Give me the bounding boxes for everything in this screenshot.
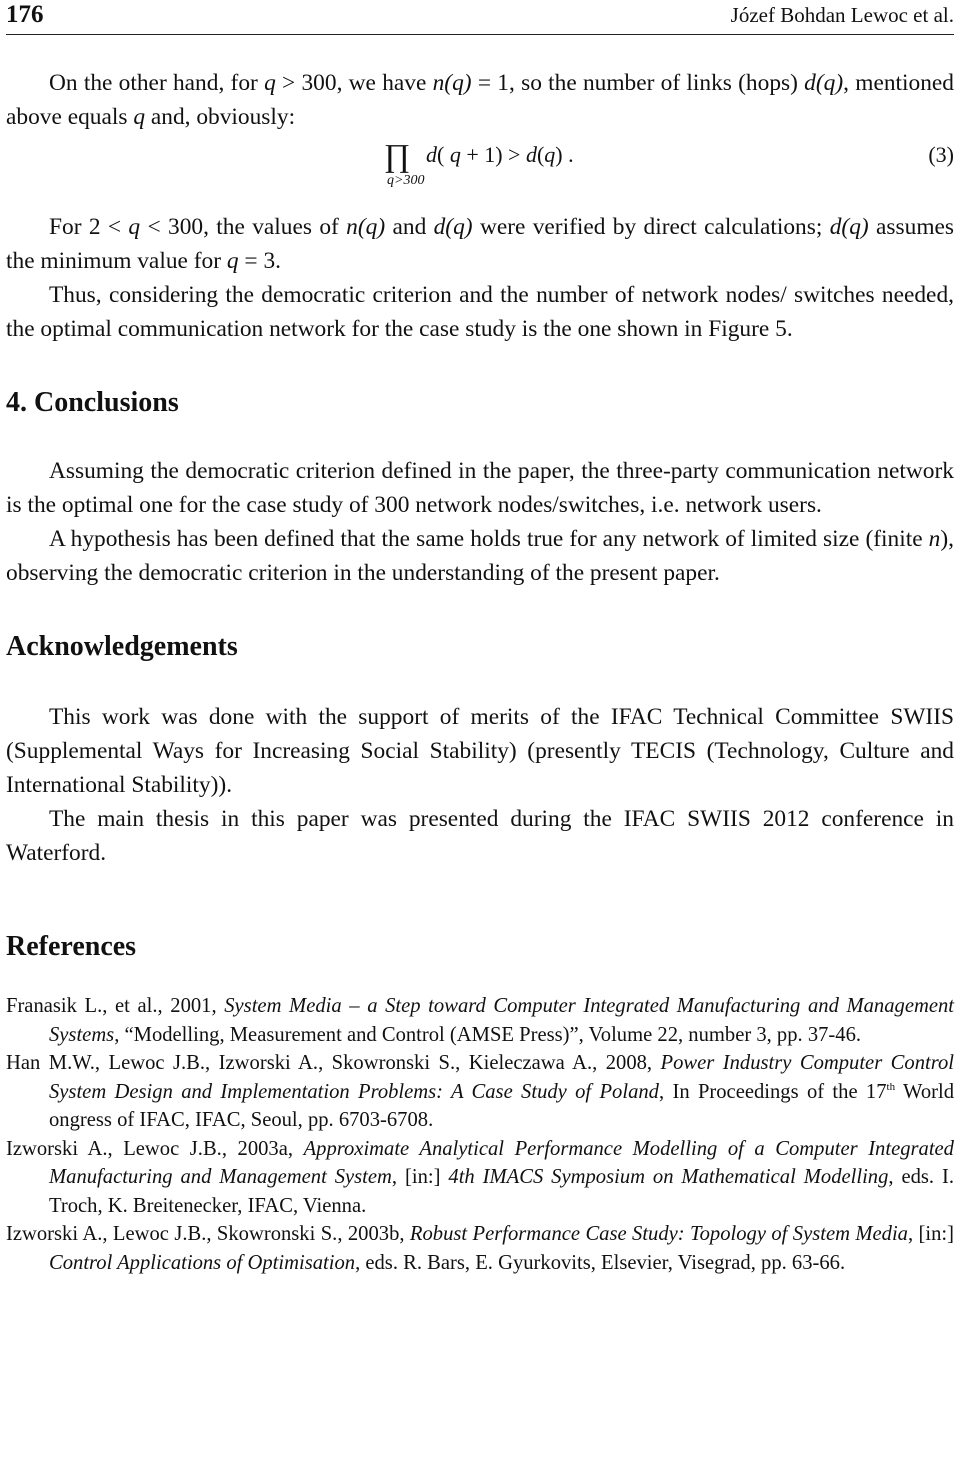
ref-details: , “Modelling, Measurement and Control (AMSE Press)”, Volume 22, number 3, pp. 37-46.: [114, 1023, 862, 1046]
ref-venue: Control Applications of Optimisation: [49, 1251, 356, 1274]
var-d: d: [525, 142, 537, 167]
reference-item: [6, 1135, 954, 1221]
ref-title: System Media – a Step toward Computer Integrated Manufacturing and Management Systems: [49, 995, 954, 1046]
paragraph-acknowledgement-2: The main thesis in this paper was presented during the IFAC SWIIS 2012 conference in Waterford.: [6, 806, 954, 866]
product-symbol: ∏: [384, 137, 411, 173]
paragraph-optimal-network: Thus, considering the democratic criterion and the number of network nodes/ switches needed, the optimal communication network for the case study is the one shown in Figure 5.: [6, 282, 954, 342]
paragraph-verification: [6, 210, 954, 278]
text-run: were verified by direct calculations;: [472, 214, 830, 240]
ref-authors: Han M.W., Lewoc J.B., Izworski A., Skowronski S., Kieleczawa A., 2008,: [6, 1052, 661, 1074]
ref-authors: Izworski A., Lewoc J.B., Skowronski S., 2003b,: [6, 1223, 410, 1245]
text-run: On the other hand, for: [49, 70, 265, 96]
ref-title: Power Industry Computer Control System Design and Implementation Problems: A Case Study of Poland: [49, 1052, 954, 1103]
text-run: and: [385, 214, 434, 240]
ref-authors: Izworski A., Lewoc J.B., 2003a,: [6, 1137, 304, 1160]
page-body: [6, 66, 954, 1277]
text-run: and, obviously:: [145, 104, 296, 130]
math-run: ) .: [555, 142, 574, 167]
reference-item: [6, 992, 954, 1049]
var-dq: d(q): [433, 214, 473, 240]
var-q: q: [128, 214, 141, 240]
math-run: (: [536, 142, 545, 167]
var-q: q: [449, 142, 461, 167]
text-run: assumes the minimum value for: [6, 214, 954, 274]
text-run: > 300, we have: [275, 70, 433, 96]
ref-venue: 4th IMACS Symposium on Mathematical Modelling: [448, 1166, 889, 1188]
var-dq: d(q): [804, 70, 844, 96]
ref-details: , eds. I. Troch, K. Breitenecker, IFAC, Vienna.: [49, 1166, 954, 1217]
ref-details: , [in:]: [391, 1166, 449, 1188]
paragraph-conclusion-1: Assuming the democratic criterion defined in the paper, the three-party communication network is the optimal one for the case study of 300 network nodes/switches, i.e. network users.: [6, 458, 954, 518]
ordinal-superscript: th: [886, 1080, 896, 1093]
paragraph-links: [6, 66, 954, 134]
ref-title: Approximate Analytical Performance Modelling of a Computer Integrated Manufacturing and Management System: [49, 1137, 954, 1188]
math-run: (: [437, 142, 450, 167]
var-dq: d(q): [829, 214, 869, 240]
var-q: q: [544, 142, 556, 167]
var-d: d: [426, 142, 437, 167]
product-subscript: q>300: [387, 173, 425, 188]
section-heading-acknowledgements: Acknowledgements: [6, 631, 238, 662]
ref-details: World ongress of IFAC, IFAC, Seoul, pp. 6703-6708.: [49, 1080, 954, 1131]
section-heading-references: References: [6, 931, 137, 962]
ref-details: , eds. R. Bars, E. Gyurkovits, Elsevier, Visegrad, pp. 63-66.: [355, 1251, 846, 1274]
text-run: , mentioned above equals: [6, 70, 954, 130]
ref-details: , In Proceedings of the 17: [658, 1080, 887, 1103]
equation-3: [6, 137, 954, 198]
reference-item: [6, 1220, 954, 1277]
page-header: [6, 0, 954, 35]
text-run: < 300, the values of: [140, 214, 347, 240]
text-run: A hypothesis has been defined that the same holds true for any network of limited size (finite: [49, 526, 929, 552]
equation-body: [426, 140, 574, 170]
var-n: n: [928, 526, 941, 552]
paragraph-acknowledgement-1: This work was done with the support of merits of the IFAC Technical Committee SWIIS (Supplemental Ways for Increasing Social Stability) (presently TECIS (Technology, Culture and International Stability)).: [6, 704, 954, 798]
var-q: q: [264, 70, 276, 96]
running-head: Józef Bohdan Lewoc et al.: [730, 3, 954, 27]
var-q: q: [226, 248, 239, 274]
math-run: + 1) >: [460, 142, 526, 167]
text-run: = 1, so the number of links (hops): [471, 70, 805, 96]
ref-authors: Franasik L., et al., 2001,: [6, 995, 225, 1017]
var-nq: n(q): [346, 214, 386, 240]
ref-title: Robust Performance Case Study: Topology of System Media: [409, 1223, 908, 1245]
var-nq: n(q): [432, 70, 472, 96]
reference-item: [6, 1049, 954, 1135]
text-run: For 2 <: [49, 214, 129, 240]
text-run: = 3.: [238, 248, 282, 274]
equation-number: (3): [928, 142, 954, 167]
paragraph-conclusion-2: [6, 522, 954, 590]
text-run: ), observing the democratic criterion in the understanding of the present paper.: [6, 526, 954, 586]
var-q: q: [133, 104, 146, 130]
section-heading-conclusions: 4. Conclusions: [6, 387, 179, 418]
page-number: 176: [6, 1, 44, 28]
ref-details: , [in:]: [907, 1223, 954, 1245]
